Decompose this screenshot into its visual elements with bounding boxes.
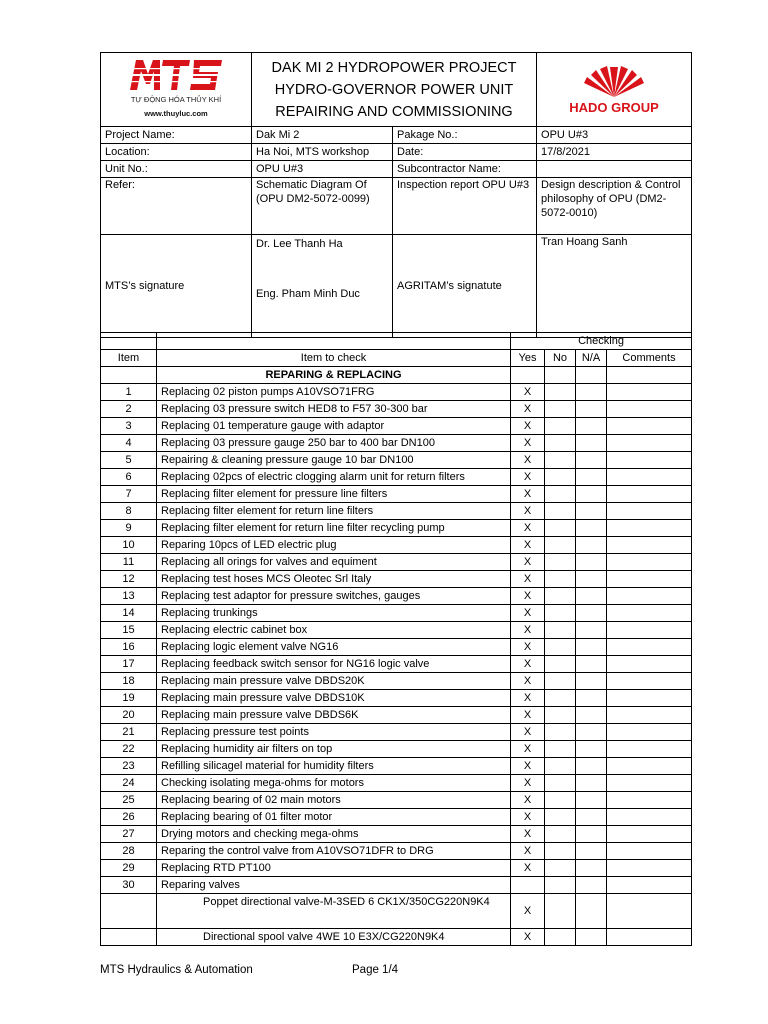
package-no-label: Pakage No.: — [393, 127, 537, 144]
table-row — [101, 554, 692, 571]
item-description: Reparing 10pcs of LED electric plug — [157, 537, 511, 554]
check-comments — [607, 860, 692, 877]
refer-label: Refer: — [101, 178, 252, 235]
check-yes: X — [511, 435, 545, 452]
document-title — [252, 53, 537, 127]
item-description: Replacing RTD PT100 — [157, 860, 511, 877]
check-na — [576, 792, 607, 809]
check-comments — [607, 877, 692, 894]
check-na — [576, 929, 607, 946]
check-na — [576, 571, 607, 588]
check-no — [545, 860, 576, 877]
check-comments — [607, 809, 692, 826]
check-yes: X — [511, 929, 545, 946]
item-description: Replacing main pressure valve DBDS10K — [157, 690, 511, 707]
subcontractor-value — [537, 161, 692, 178]
table-row — [101, 673, 692, 690]
check-na — [576, 384, 607, 401]
check-comments — [607, 929, 692, 946]
check-comments — [607, 656, 692, 673]
check-no — [545, 435, 576, 452]
table-row — [101, 401, 692, 418]
table-sub-row — [101, 894, 692, 929]
item-number: 5 — [101, 452, 157, 469]
sub-item-description: Poppet directional valve-M-3SED 6 CK1X/350CG220N9K4 — [157, 894, 511, 929]
check-comments — [607, 486, 692, 503]
check-yes: X — [511, 741, 545, 758]
check-no — [545, 929, 576, 946]
check-yes: X — [511, 520, 545, 537]
item-number: 8 — [101, 503, 157, 520]
check-no — [545, 775, 576, 792]
col-comments-header: Comments — [607, 350, 692, 367]
check-yes: X — [511, 622, 545, 639]
date-label: Date: — [393, 144, 537, 161]
check-yes — [511, 877, 545, 894]
item-number: 24 — [101, 775, 157, 792]
check-na — [576, 673, 607, 690]
table-row — [101, 486, 692, 503]
check-no — [545, 758, 576, 775]
header-table — [100, 52, 692, 338]
col-item-to-check-header: Item to check — [157, 350, 511, 367]
item-description: Replacing 03 pressure gauge 250 bar to 400 bar DN100 — [157, 435, 511, 452]
check-comments — [607, 741, 692, 758]
check-comments — [607, 724, 692, 741]
table-row — [101, 843, 692, 860]
item-number: 13 — [101, 588, 157, 605]
project-name-label: Project Name: — [101, 127, 252, 144]
item-description: Replacing bearing of 01 filter motor — [157, 809, 511, 826]
check-na — [576, 775, 607, 792]
check-comments — [607, 401, 692, 418]
check-comments — [607, 894, 692, 929]
table-row — [101, 571, 692, 588]
item-description: Replacing filter element for return line filter recycling pump — [157, 520, 511, 537]
refer-design: Design description & Control philosophy of OPU (DM2-5072-0010) — [537, 178, 692, 235]
check-na — [576, 605, 607, 622]
item-description: Repairing & cleaning pressure gauge 10 bar DN100 — [157, 452, 511, 469]
item-number: 28 — [101, 843, 157, 860]
item-number: 25 — [101, 792, 157, 809]
check-yes: X — [511, 809, 545, 826]
title-line-1: DAK MI 2 HYDROPOWER PROJECT — [271, 59, 517, 76]
check-yes: X — [511, 588, 545, 605]
item-number: 2 — [101, 401, 157, 418]
check-no — [545, 588, 576, 605]
item-number: 15 — [101, 622, 157, 639]
item-description: Replacing test adaptor for pressure switches, gauges — [157, 588, 511, 605]
check-comments — [607, 843, 692, 860]
check-na — [576, 690, 607, 707]
table-row — [101, 384, 692, 401]
check-na — [576, 758, 607, 775]
item-number: 12 — [101, 571, 157, 588]
check-no — [545, 707, 576, 724]
check-na — [576, 724, 607, 741]
check-no — [545, 690, 576, 707]
check-yes: X — [511, 826, 545, 843]
mts-signatories — [252, 235, 393, 338]
hado-logo-name: HADO GROUP — [569, 99, 659, 115]
check-na — [576, 860, 607, 877]
section-title: REPARING & REPLACING — [157, 367, 511, 384]
check-na — [576, 826, 607, 843]
check-na — [576, 537, 607, 554]
item-description: Replacing 02 piston pumps A10VSO71FRG — [157, 384, 511, 401]
check-comments — [607, 384, 692, 401]
hado-logo — [537, 53, 692, 127]
check-no — [545, 418, 576, 435]
sub-item-description: Directional spool valve 4WE 10 E3X/CG220N9K4 — [157, 929, 511, 946]
check-na — [576, 843, 607, 860]
unit-no-label: Unit No.: — [101, 161, 252, 178]
check-no — [545, 894, 576, 929]
table-row — [101, 775, 692, 792]
mts-logo-subtitle: TỰ ĐỘNG HÓA THỦY KHÍ — [130, 95, 222, 104]
item-description: Replacing 02pcs of electric clogging alarm unit for return filters — [157, 469, 511, 486]
table-row — [101, 452, 692, 469]
check-no — [545, 469, 576, 486]
subcontractor-label: Subcontractor Name: — [393, 161, 537, 178]
check-comments — [607, 503, 692, 520]
check-comments — [607, 588, 692, 605]
col-no-header: No — [545, 350, 576, 367]
table-row — [101, 503, 692, 520]
sub-item-number — [101, 929, 157, 946]
hado-sunburst-icon — [579, 65, 649, 99]
item-number: 22 — [101, 741, 157, 758]
check-yes: X — [511, 690, 545, 707]
sub-item-number — [101, 894, 157, 929]
item-description: Drying motors and checking mega-ohms — [157, 826, 511, 843]
check-comments — [607, 537, 692, 554]
check-na — [576, 401, 607, 418]
table-row — [101, 860, 692, 877]
item-number: 26 — [101, 809, 157, 826]
check-yes: X — [511, 401, 545, 418]
check-yes: X — [511, 486, 545, 503]
section-comments — [607, 367, 692, 384]
mts-signature-label: MTS’s signature — [101, 235, 252, 338]
item-description: Replacing feedback switch sensor for NG16 logic valve — [157, 656, 511, 673]
item-number: 20 — [101, 707, 157, 724]
location-value: Ha Noi, MTS workshop — [252, 144, 393, 161]
item-description: Replacing filter element for return line filters — [157, 503, 511, 520]
table-row — [101, 826, 692, 843]
item-description: Reparing valves — [157, 877, 511, 894]
check-yes: X — [511, 384, 545, 401]
table-row — [101, 622, 692, 639]
item-number: 16 — [101, 639, 157, 656]
check-comments — [607, 622, 692, 639]
section-yes — [511, 367, 545, 384]
item-description: Replacing logic element valve NG16 — [157, 639, 511, 656]
table-row — [101, 520, 692, 537]
check-yes: X — [511, 792, 545, 809]
checklist-table — [100, 332, 692, 946]
table-row — [101, 741, 692, 758]
check-no — [545, 452, 576, 469]
checking-header-spacer — [101, 333, 157, 350]
check-yes: X — [511, 571, 545, 588]
check-yes: X — [511, 469, 545, 486]
item-description: Replacing electric cabinet box — [157, 622, 511, 639]
check-comments — [607, 435, 692, 452]
item-number: 3 — [101, 418, 157, 435]
item-number: 29 — [101, 860, 157, 877]
section-no — [545, 367, 576, 384]
item-number: 27 — [101, 826, 157, 843]
check-no — [545, 622, 576, 639]
item-number: 23 — [101, 758, 157, 775]
check-no — [545, 571, 576, 588]
footer-page-number: Page 1/4 — [352, 964, 399, 976]
check-na — [576, 435, 607, 452]
agritam-signatory: Tran Hoang Sanh — [537, 235, 692, 338]
table-row — [101, 724, 692, 741]
check-yes: X — [511, 860, 545, 877]
check-yes: X — [511, 452, 545, 469]
check-comments — [607, 605, 692, 622]
check-na — [576, 741, 607, 758]
table-row — [101, 877, 692, 894]
item-number: 30 — [101, 877, 157, 894]
section-na — [576, 367, 607, 384]
table-row — [101, 588, 692, 605]
item-number: 9 — [101, 520, 157, 537]
col-na-header: N/A — [576, 350, 607, 367]
check-no — [545, 673, 576, 690]
col-item-header: Item — [101, 350, 157, 367]
item-description: Replacing pressure test points — [157, 724, 511, 741]
check-comments — [607, 469, 692, 486]
check-yes: X — [511, 656, 545, 673]
item-number: 11 — [101, 554, 157, 571]
check-na — [576, 486, 607, 503]
table-sub-row — [101, 929, 692, 946]
package-no-value: OPU U#3 — [537, 127, 692, 144]
check-no — [545, 656, 576, 673]
check-comments — [607, 418, 692, 435]
check-yes: X — [511, 418, 545, 435]
check-comments — [607, 690, 692, 707]
project-name-value: Dak Mi 2 — [252, 127, 393, 144]
check-comments — [607, 639, 692, 656]
item-number: 7 — [101, 486, 157, 503]
check-yes: X — [511, 758, 545, 775]
check-yes: X — [511, 775, 545, 792]
item-number: 17 — [101, 656, 157, 673]
check-no — [545, 826, 576, 843]
item-description: Replacing main pressure valve DBDS6K — [157, 707, 511, 724]
item-number: 19 — [101, 690, 157, 707]
table-row — [101, 809, 692, 826]
check-comments — [607, 571, 692, 588]
table-row — [101, 707, 692, 724]
check-na — [576, 809, 607, 826]
check-comments — [607, 554, 692, 571]
table-row — [101, 469, 692, 486]
table-row — [101, 639, 692, 656]
check-no — [545, 384, 576, 401]
check-yes: X — [511, 673, 545, 690]
check-no — [545, 792, 576, 809]
mts-signatory-1: Dr. Lee Thanh Ha — [256, 238, 343, 250]
mts-logo-mark — [128, 58, 224, 92]
item-description: Replacing test hoses MCS Oleotec Srl Italy — [157, 571, 511, 588]
check-na — [576, 707, 607, 724]
mts-signatory-2: Eng. Pham Minh Duc — [256, 288, 360, 300]
check-no — [545, 724, 576, 741]
item-description: Replacing humidity air filters on top — [157, 741, 511, 758]
table-row — [101, 758, 692, 775]
item-number: 14 — [101, 605, 157, 622]
check-yes: X — [511, 605, 545, 622]
item-description: Replacing bearing of 02 main motors — [157, 792, 511, 809]
table-row — [101, 418, 692, 435]
check-no — [545, 554, 576, 571]
table-row — [101, 656, 692, 673]
section-spacer — [101, 367, 157, 384]
title-line-2: HYDRO-GOVERNOR POWER UNIT — [274, 81, 514, 98]
table-row — [101, 690, 692, 707]
check-no — [545, 537, 576, 554]
item-number: 21 — [101, 724, 157, 741]
table-row — [101, 435, 692, 452]
check-na — [576, 894, 607, 929]
item-number: 18 — [101, 673, 157, 690]
check-na — [576, 503, 607, 520]
check-yes: X — [511, 707, 545, 724]
check-comments — [607, 452, 692, 469]
mts-logo — [101, 53, 252, 127]
check-comments — [607, 673, 692, 690]
col-yes-header: Yes — [511, 350, 545, 367]
check-yes: X — [511, 537, 545, 554]
check-yes: X — [511, 554, 545, 571]
item-number: 6 — [101, 469, 157, 486]
check-no — [545, 503, 576, 520]
check-yes: X — [511, 724, 545, 741]
check-no — [545, 877, 576, 894]
check-yes: X — [511, 843, 545, 860]
check-na — [576, 656, 607, 673]
check-na — [576, 554, 607, 571]
check-comments — [607, 792, 692, 809]
check-comments — [607, 775, 692, 792]
check-yes: X — [511, 894, 545, 929]
location-label: Location: — [101, 144, 252, 161]
table-row — [101, 537, 692, 554]
check-na — [576, 639, 607, 656]
check-na — [576, 469, 607, 486]
item-description: Replacing trunkings — [157, 605, 511, 622]
table-row — [101, 605, 692, 622]
item-description: Replacing filter element for pressure line filters — [157, 486, 511, 503]
checking-header: Checking — [511, 333, 692, 350]
item-description: Replacing main pressure valve DBDS20K — [157, 673, 511, 690]
mts-logo-url: www.thuyluc.com — [144, 109, 208, 118]
agritam-signature-label: AGRITAM’s signatute — [393, 235, 537, 338]
check-no — [545, 843, 576, 860]
check-na — [576, 588, 607, 605]
item-description: Replacing 01 temperature gauge with adaptor — [157, 418, 511, 435]
check-no — [545, 486, 576, 503]
check-no — [545, 520, 576, 537]
check-no — [545, 741, 576, 758]
refer-inspection: Inspection report OPU U#3 — [393, 178, 537, 235]
item-number: 4 — [101, 435, 157, 452]
table-row — [101, 792, 692, 809]
check-no — [545, 639, 576, 656]
check-comments — [607, 520, 692, 537]
date-value: 17/8/2021 — [537, 144, 692, 161]
check-na — [576, 418, 607, 435]
check-comments — [607, 758, 692, 775]
check-yes: X — [511, 639, 545, 656]
check-yes: X — [511, 503, 545, 520]
check-na — [576, 622, 607, 639]
item-number: 10 — [101, 537, 157, 554]
check-na — [576, 520, 607, 537]
title-line-3: REPAIRING AND COMMISSIONING — [275, 103, 513, 120]
check-no — [545, 605, 576, 622]
item-description: Reparing the control valve from A10VSO71DFR to DRG — [157, 843, 511, 860]
item-description: Refilling silicagel material for humidity filters — [157, 758, 511, 775]
check-comments — [607, 826, 692, 843]
checking-header-spacer-2 — [157, 333, 511, 350]
check-na — [576, 877, 607, 894]
item-number: 1 — [101, 384, 157, 401]
check-comments — [607, 707, 692, 724]
item-description: Replacing 03 pressure switch HED8 to F57 30-300 bar — [157, 401, 511, 418]
check-no — [545, 809, 576, 826]
check-no — [545, 401, 576, 418]
refer-schematic: Schematic Diagram Of (OPU DM2-5072-0099) — [252, 178, 393, 235]
item-description: Replacing all orings for valves and equiment — [157, 554, 511, 571]
footer-company: MTS Hydraulics & Automation — [100, 964, 253, 976]
item-description: Checking isolating mega-ohms for motors — [157, 775, 511, 792]
unit-no-value: OPU U#3 — [252, 161, 393, 178]
check-na — [576, 452, 607, 469]
